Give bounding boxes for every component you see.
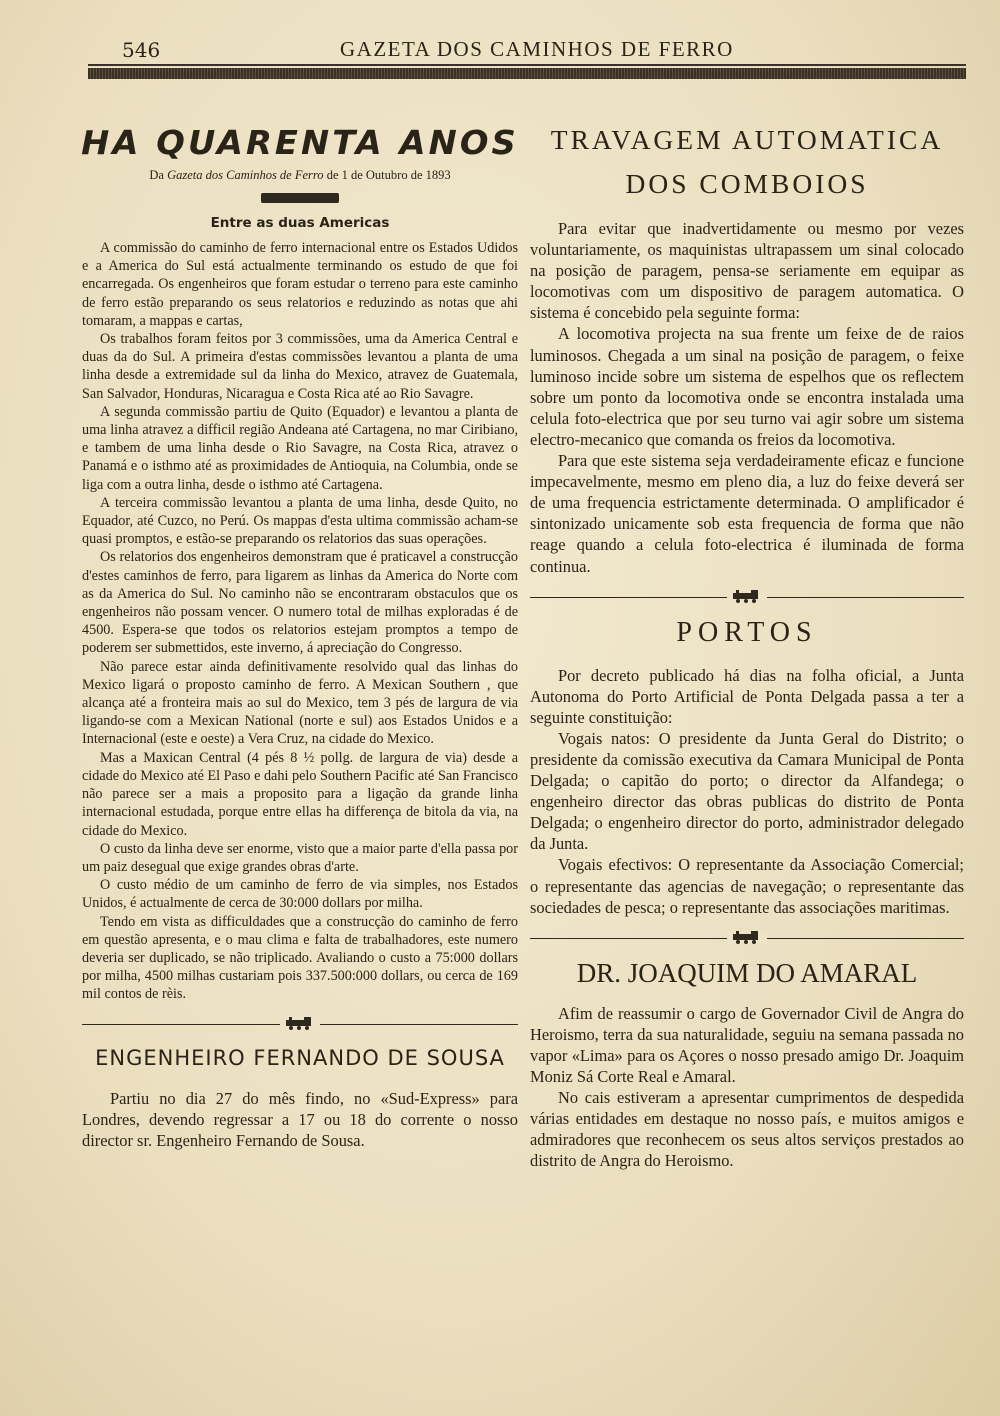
paragraph: Tendo em vista as difficuldades que a construcção do caminho de ferro em questão apresenta, e o mau clima e falta de trabalhadores, este numero deveria ser duplicado, se não triplicado. Avaliando o custo a 75:000 dollars por milha, 4500 milhas custariam pois 337.500:000 dollars, ou cerca de 169 mil contos de rèis.: [82, 913, 518, 1003]
left-column: [82, 118, 518, 1378]
paragraph: A locomotiva projecta na sua frente um feixe de de raios luminosos. Chegada a um sinal na posição de paragem, o feixe luminoso incide sobre um sistema de espelhos que os reflectem sobre um ponto da locomotiva onde se encontra instalada uma celula foto-electrica que por seu turno vai agir sobre um sistema electro-mecanico que comanda os freios da locomotiva.: [530, 324, 964, 449]
title-line: DOS COMBOIOS: [625, 168, 869, 199]
article-title-joaquim: DR. JOAQUIM DO AMARAL: [576, 957, 918, 988]
ornament-bar: [261, 193, 339, 203]
section-divider: [530, 926, 964, 948]
paragraph: Para que este sistema seja verdadeiramente eficaz e funcione impecavelmente, mesmo em pleno dia, a luz do feixe deverá ser de uma frequencia estrictamente determinada. O amplificador é sintonizado unicamente sob esta frequencia de forma que não reage quando a celula foto-electrica é iluminada de forma continua.: [530, 451, 964, 576]
paragraph: O custo médio de um caminho de ferro de via simples, nos Estados Unidos, é actualmente de cerca de 30:000 dollars por milha.: [82, 877, 518, 912]
paragraph: A terceira commissão levantou a planta de uma linha, desde Quito, no Equador, até Cuzco, no Perú. Os mappas d'esta ultima commissão acham-se quasi promptos, e estão-se preparando os relatorios das suas operações.: [82, 494, 518, 548]
subheading: Entre as duas Americas: [210, 215, 390, 231]
article-body-portos: [530, 665, 964, 918]
article-body-joaquim: [530, 1003, 964, 1172]
paragraph: Por decreto publicado há dias na folha oficial, a Junta Autonoma do Porto Artificial de Ponta Delgada passa a ter a seguinte constituição:: [530, 665, 964, 727]
paragraph: Afim de reassumir o cargo de Governador Civil de Angra do Heroismo, terra da sua naturalidade, seguiu na semana passada no vapor «Lima» para os Açores o nosso presado amigo Dr. Joaquim Moniz Sá Corte Real e Amaral.: [530, 1003, 964, 1086]
paragraph: A commissão do caminho de ferro internacional entre os Estados Udidos e a America do Sul está actualmente terminando os estudo de que foi encarregada. Os engenheiros que foram estudar o terreno para este caminho de ferro estão preparando os seus relatorios e reduzindo as notas que ahi tomaram, a mappas e cartas,: [82, 240, 518, 329]
paragraph: Os trabalhos foram feitos por 3 commissões, uma da America Central e duas da do Sul. A primeira d'estas commissões levantou a planta de uma linha desde a extremidade sul da linha do Mexico, atravez de Guatemala, San Salvador, Honduras, Nicaragua e Costa Rica até ao Rio Savagre.: [82, 331, 518, 402]
article-body-engenheiro: [82, 1088, 518, 1151]
article-title-portos: PORTOS: [676, 616, 818, 648]
page-number: 546: [122, 38, 161, 62]
section-divider: [530, 585, 964, 607]
locomotive-icon: [280, 1016, 320, 1030]
paragraph: No cais estiveram a apresentar cumprimentos de despedida várias entidades em destaque no nosso país, e muitos amigos e admiradores que reconhecem os seus altos serviços prestados ao distrito de Angra do Heroismo.: [530, 1088, 964, 1171]
header-rule: [88, 68, 966, 79]
source-prefix: Da: [149, 168, 168, 182]
locomotive-icon: [727, 930, 767, 944]
source-publication: Gazeta dos Caminhos de Ferro: [167, 168, 324, 182]
section-divider: [82, 1012, 518, 1034]
article-title-ha-quarenta-anos: HA QUARENTA ANOS: [81, 123, 519, 162]
source-line: [82, 168, 518, 183]
paragraph: Partiu no dia 27 do mês findo, no «Sud-Express» para Londres, devendo regressar a 17 ou 18 do corrente o nosso director sr. Engenheiro Fernando de Sousa.: [82, 1088, 518, 1150]
article-title-travagem: [530, 118, 964, 206]
title-line: TRAVAGEM AUTOMATICA: [550, 124, 944, 155]
paragraph: A segunda commissão partiu de Quito (Equador) e levantou a planta de uma linha atravez a difficil região Andeana até Cartagena, no mar Ciribiano, e tambem de uma linha desde o Rio Savagre, na Costa Rica, atravez o Panamá e o isthmo até as proximidades de Antioquia, na Columbia, onde se liga com a outra linha, desde o isthmo até Cartagena.: [82, 403, 518, 493]
article-body-ha-quarenta-anos: [82, 239, 518, 1004]
locomotive-icon: [727, 589, 767, 603]
paragraph: Não parece estar ainda definitivamente resolvido qual das linhas do Mexico ligará o proposto caminho de ferro. A Mexican Southern , que alcança até a fronteira mais ao sul do Mexico, tem 3 pés de largura de via ligando-se com a Mexican National (norte e sul) aos Estados Unidos e a Internacional (este e oeste) a Vera Cruz, na cidade do Mexico.: [82, 658, 518, 748]
article-body-travagem: [530, 218, 964, 577]
header-rule-thin: [88, 64, 966, 66]
paragraph: Mas a Maxican Central (4 pés 8 ½ pollg. de largura de via) desde a cidade do Mexico até El Paso e dahi pelo Southern Pacific até San Francisco não parece ser a mais a proposito para a ligação da grande linha internacional estudada, porque entre ellas ha differença de bitola da via, na cidade do Mexico.: [82, 749, 518, 839]
source-suffix: de 1 de Outubro de 1893: [323, 168, 451, 182]
paragraph: O custo da linha deve ser enorme, visto que a maior parte d'ella passa por um paiz desegual que exige grandes obras d'arte.: [82, 840, 518, 875]
paragraph: Para evitar que inadvertidamente ou mesmo por vezes voluntariamente, os maquinistas ultrapassem um sinal colocado na posição de paragem, pensa-se seriamente em equipar as locomotivas com um dispositivo de paragem automatica. O sistema é concebido pela seguinte forma:: [530, 219, 964, 323]
right-column: [530, 118, 964, 1378]
paragraph: Os relatorios dos engenheiros demonstram que é praticavel a construcção d'estes caminhos de ferro, para ligarem as linhas da America do Norte com as da America do Sul. No caminho não se encontraram obstaculos que os engenheiros não possam vencer. O numero total de milhas exploradas é de 4500. Espera-se que todos os relatorios estejam promptos a tempo de poderem ser submettidos, este inverno, á apreciação do Congresso.: [82, 549, 518, 657]
running-title: GAZETA DOS CAMINHOS DE FERRO: [340, 37, 734, 61]
article-title-engenheiro: ENGENHEIRO FERNANDO DE SOUSA: [95, 1045, 505, 1070]
paragraph: Vogais natos: O presidente da Junta Geral do Distrito; o presidente da comissão executiva da Camara Municipal de Ponta Delgada; o capitão do porto; o director da Alfandega; o engenheiro director das obras publicas do distrito de Ponta Delgada; o engenheiro director do porto, administrador delegado da Junta.: [530, 728, 964, 854]
page-header: [118, 34, 968, 64]
paragraph: Vogais efectivos: O representante da Associação Comercial; o representante das agencias de navegação; o representante das sociedades de pesca; o representante das associações maritimas.: [530, 855, 964, 917]
